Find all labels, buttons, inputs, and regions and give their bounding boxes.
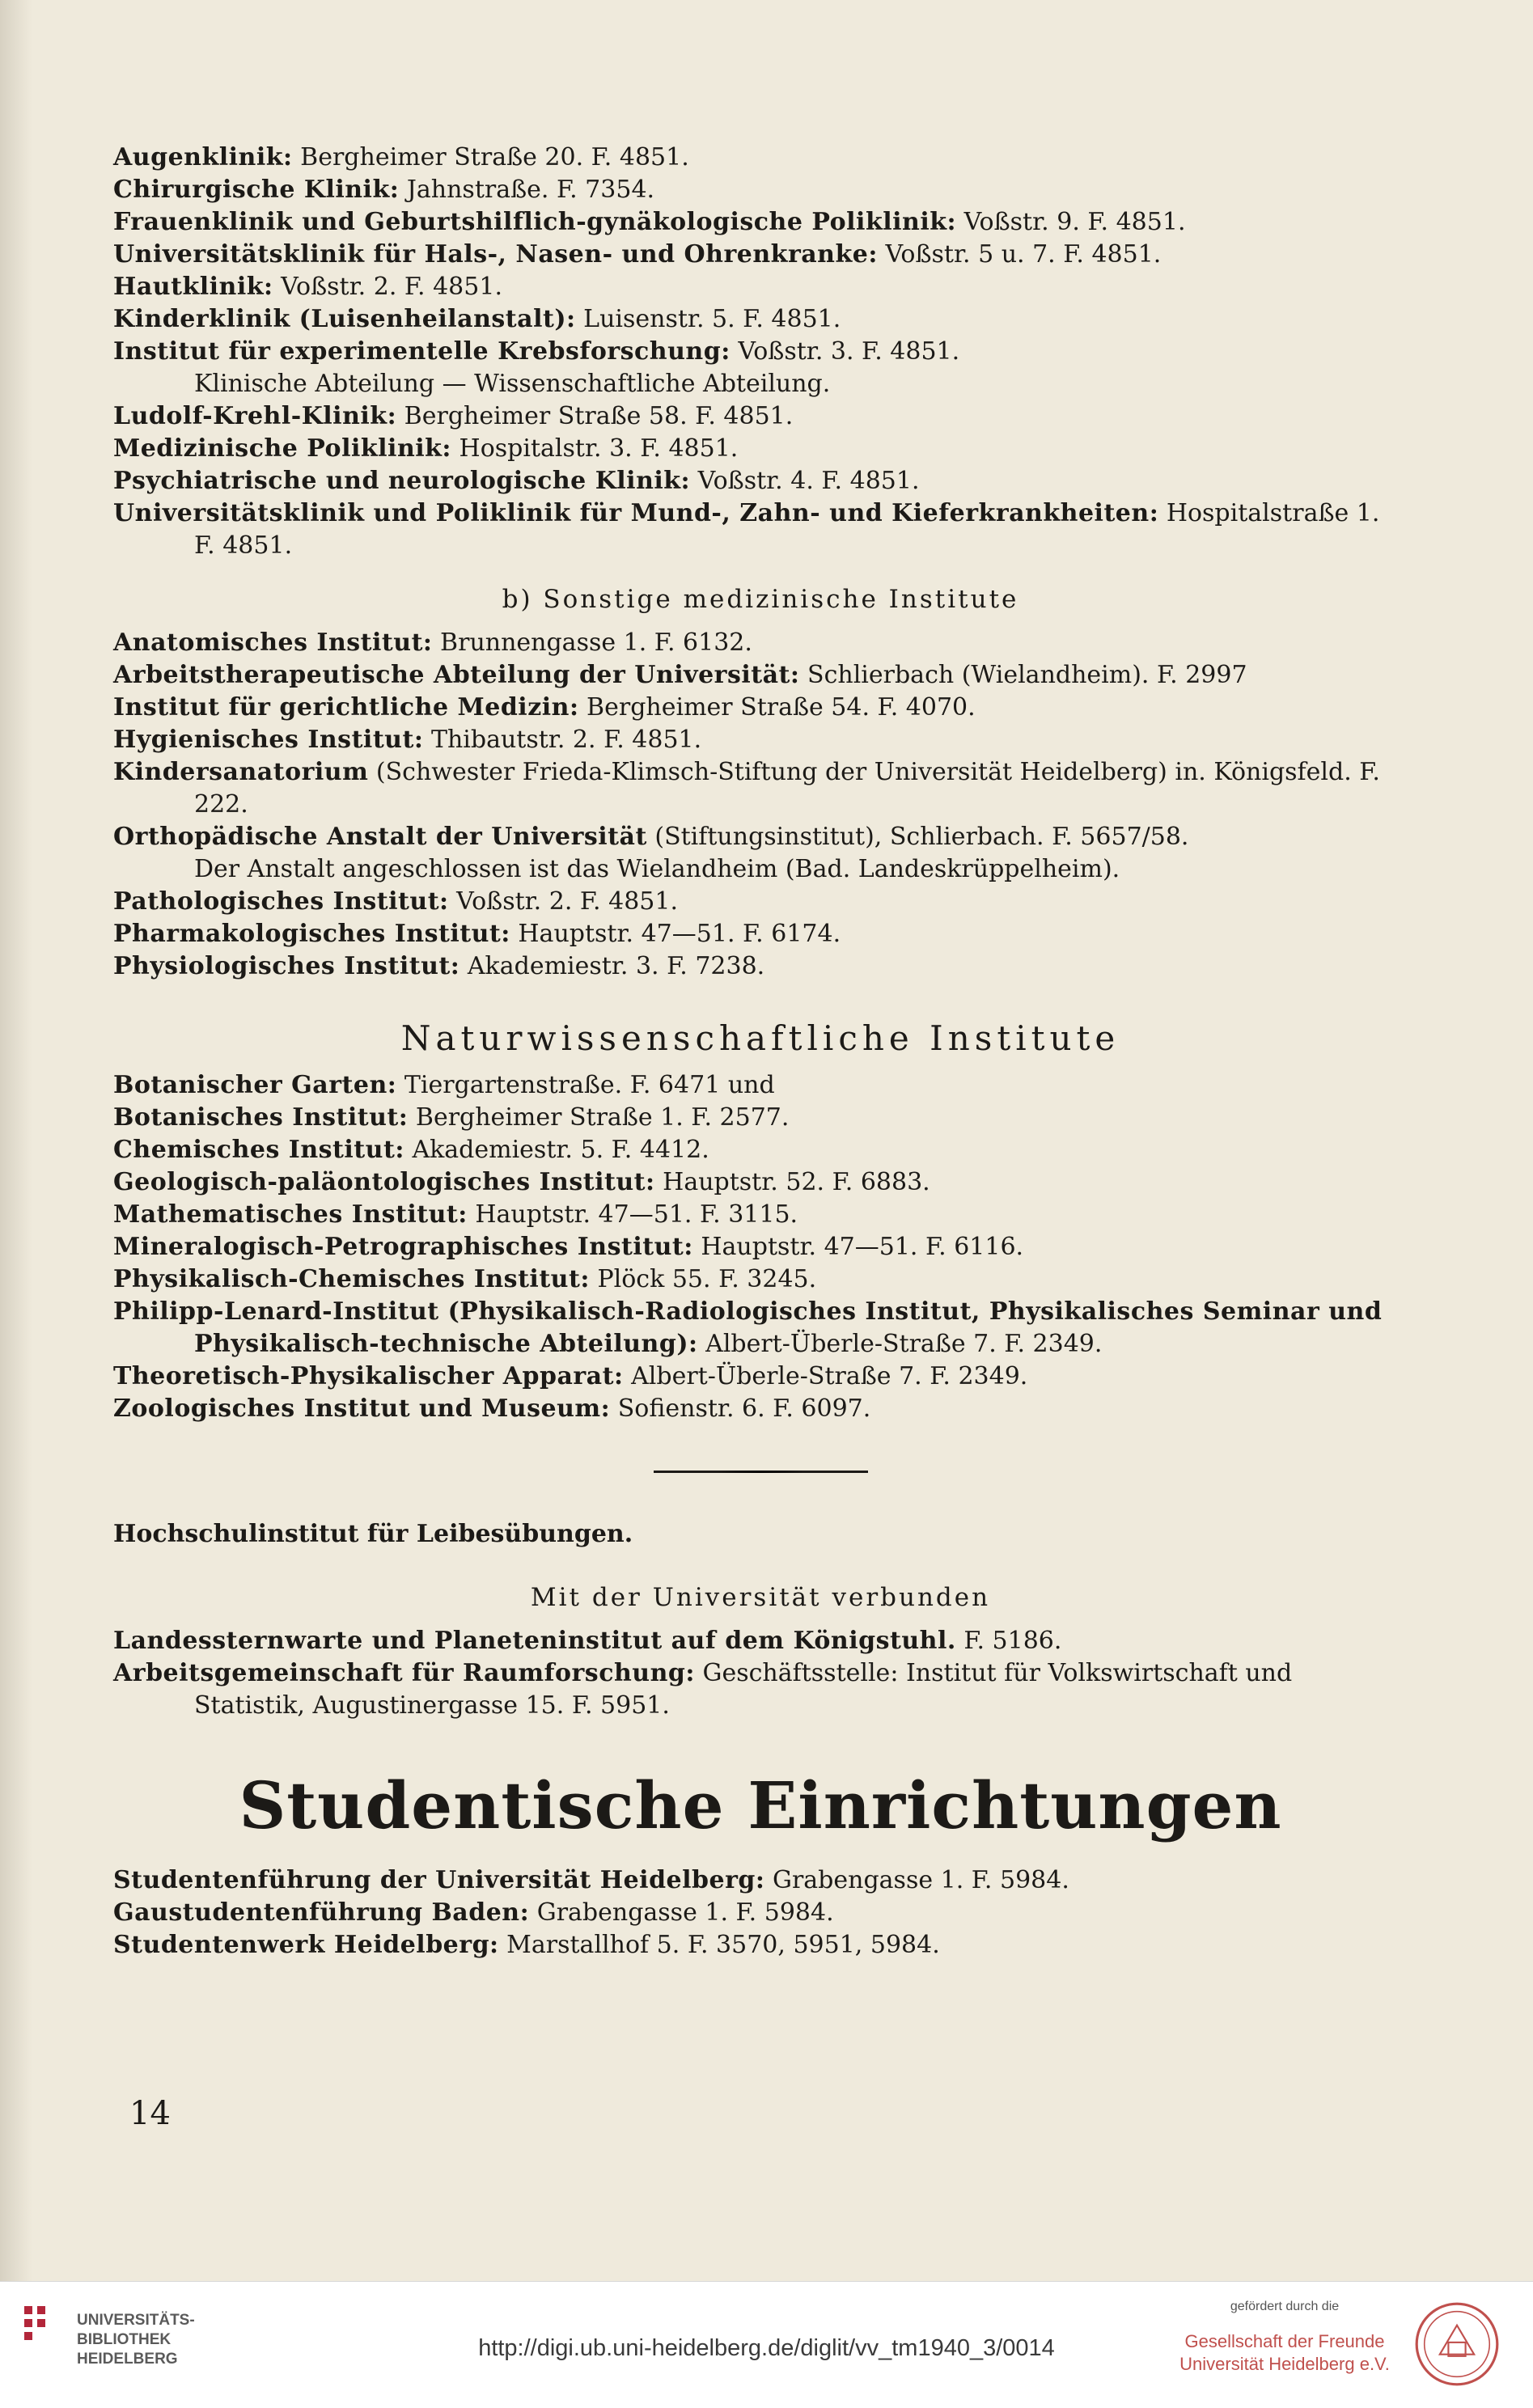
address-phone: Voßstr. 9. F. 4851. [956, 208, 1186, 236]
page-edge-shadow [0, 0, 32, 2281]
list-item [113, 627, 1408, 659]
list-item [113, 1102, 1408, 1134]
address-phone: Schlierbach (Wielandheim). F. 2997 [799, 661, 1247, 689]
university-seal-icon [1414, 2301, 1500, 2387]
library-name-line: HEIDELBERG [77, 2351, 178, 2368]
institution-name: Ludolf-Krehl-Klinik: [113, 402, 397, 430]
list-item [113, 1263, 1408, 1296]
list-item [113, 174, 1408, 206]
institution-name: Studentenführung der Universität Heidelberg: [113, 1866, 765, 1894]
address-phone: Luisenstr. 5. F. 4851. [575, 305, 841, 333]
list-item [113, 239, 1408, 271]
address-phone: Albert-Überle-Straße 7. F. 2349. [623, 1362, 1028, 1390]
sponsor-name-line1: Gesellschaft der Freunde [1184, 2331, 1385, 2351]
institution-name: Chirurgische Klinik: [113, 176, 400, 204]
institution-name: Pathologisches Institut: [113, 887, 449, 916]
address-phone: Albert-Überle-Straße 7. F. 2349. [697, 1330, 1103, 1358]
page-number: 14 [129, 2095, 171, 2132]
sub-note-clinical: Klinische Abteilung — Wissenschaftliche Abteilung. [194, 370, 831, 398]
list-item [113, 950, 1408, 983]
address-phone: Bergheimer Straße 58. F. 4851. [396, 402, 794, 430]
address-phone: Brunnengasse 1. F. 6132. [432, 628, 752, 657]
institution-name: Studentenwerk Heidelberg: [113, 1931, 499, 1959]
list-item [113, 1393, 1408, 1425]
address-phone: Grabengasse 1. F. 5984. [764, 1866, 1069, 1894]
library-name-line: BIBLIOTHEK [77, 2331, 172, 2348]
address-phone: Voßstr. 4. F. 4851. [690, 467, 920, 495]
sub-note-wielandheim: Der Anstalt angeschlossen ist das Wielandheim (Bad. Landeskrüppelheim). [194, 855, 1120, 883]
address-phone: Akademiestr. 5. F. 4412. [404, 1136, 709, 1164]
list-item [113, 1069, 1408, 1102]
list-item [113, 1166, 1408, 1199]
institution-name: Zoologisches Institut und Museum: [113, 1394, 611, 1423]
institution-name: Botanischer Garten: [113, 1071, 397, 1099]
institution-name: Kindersanatorium [113, 758, 369, 786]
address-phone: Marstallhof 5. F. 3570, 5951, 5984. [498, 1931, 940, 1959]
medical-institutes-list [113, 627, 1408, 853]
institution-name: Arbeitsgemeinschaft für Raumforschung: [113, 1659, 695, 1687]
list-item [113, 271, 1408, 303]
institution-name: Medizinische Poliklinik: [113, 434, 452, 463]
clinics-list-2 [113, 400, 1408, 562]
institution-name: Theoretisch-Physikalischer Apparat: [113, 1362, 624, 1390]
institution-name: Universitätsklinik für Hals-, Nasen- und Ohrenkranke: [113, 240, 878, 269]
institution-name: Mathematisches Institut: [113, 1200, 468, 1229]
institution-name: Orthopädische Anstalt der Universität [113, 823, 647, 851]
list-item [113, 659, 1408, 692]
address-phone: (Schwester Frieda-Klimsch-Stiftung der Universität Heidelberg) in. Königsfeld. F. 222. [194, 758, 1380, 819]
institution-name: Botanisches Institut: [113, 1103, 409, 1132]
institution-name: Chemisches Institut: [113, 1136, 404, 1164]
sports-institute: Hochschulinstitut für Leibesübungen. [113, 1520, 633, 1548]
list-item [113, 206, 1408, 239]
address-phone: Bergheimer Straße 1. F. 2577. [408, 1103, 790, 1132]
address-phone: Hauptstr. 47—51. F. 3115. [467, 1200, 798, 1229]
institution-name: Institut für gerichtliche Medizin: [113, 693, 579, 722]
address-phone: Bergheimer Straße 20. F. 4851. [292, 143, 689, 171]
address-phone: Geschäftsstelle: Institut für Volkswirtschaft und Statistik, Augustinergasse 15. F. 5951. [194, 1659, 1293, 1720]
list-item [113, 1625, 1408, 1657]
institution-name: Landessternwarte und Planeteninstitut auf dem Königstuhl. [113, 1627, 956, 1655]
medical-institutes-list-2 [113, 886, 1408, 983]
list-item [113, 1231, 1408, 1263]
institution-name: Physiologisches Institut: [113, 952, 460, 980]
divider-rule [654, 1471, 868, 1473]
list-item [113, 142, 1408, 174]
list-item [113, 1657, 1408, 1722]
list-item [113, 918, 1408, 950]
institution-name: Philipp-Lenard-Institut (Physikalisch-Radiologisches Institut, Physikalisches Seminar und Physikalisch-technische Abteilung): [113, 1297, 1383, 1358]
address-phone: Hospitalstraße 1. F. 4851. [194, 499, 1380, 560]
address-phone: Voßstr. 2. F. 4851. [448, 887, 679, 916]
institution-name: Psychiatrische und neurologische Klinik: [113, 467, 691, 495]
address-phone: Plöck 55. F. 3245. [589, 1265, 817, 1293]
natural-science-institutes-list [113, 1069, 1408, 1425]
address-phone: Hauptstr. 47—51. F. 6174. [510, 920, 841, 948]
institution-name: Mineralogisch-Petrographisches Institut: [113, 1233, 693, 1261]
sponsor-name-line2: Universität Heidelberg e.V. [1179, 2354, 1390, 2374]
affiliated-list [113, 1625, 1408, 1722]
address-phone: Grabengasse 1. F. 5984. [529, 1898, 834, 1927]
institution-name: Pharmakologisches Institut: [113, 920, 510, 948]
list-item [113, 336, 1408, 368]
address-phone: F. 5186. [955, 1627, 1062, 1655]
clinics-list [113, 142, 1408, 368]
institution-name: Institut für experimentelle Krebsforschung: [113, 337, 731, 366]
list-item [113, 724, 1408, 756]
address-phone: (Stiftungsinstitut), Schlierbach. F. 5657/58. [646, 823, 1189, 851]
institution-name: Physikalisch-Chemisches Institut: [113, 1265, 590, 1293]
list-item [113, 433, 1408, 465]
list-item [113, 821, 1408, 853]
list-item [113, 1929, 1408, 1962]
address-phone: Hospitalstr. 3. F. 4851. [451, 434, 739, 463]
section-title-student-facilities: Studentische Einrichtungen [239, 1767, 1282, 1843]
address-phone: Hauptstr. 52. F. 6883. [654, 1168, 930, 1196]
address-phone: Sofienstr. 6. F. 6097. [610, 1394, 871, 1423]
list-item [113, 886, 1408, 918]
library-name-line: UNIVERSITÄTS- [77, 2312, 195, 2329]
list-item [113, 756, 1408, 821]
address-phone: Hauptstr. 47—51. F. 6116. [692, 1233, 1024, 1261]
list-item [113, 1864, 1408, 1897]
divider [113, 1461, 1408, 1476]
list-item [113, 1361, 1408, 1393]
address-phone: Voßstr. 2. F. 4851. [273, 273, 502, 301]
list-item [113, 1199, 1408, 1231]
list-item [113, 1296, 1408, 1361]
page-content [113, 142, 1408, 1962]
subheading-affiliated: Mit der Universität verbunden [530, 1583, 991, 1612]
institution-name: Universitätsklinik und Poliklinik für Mund-, Zahn- und Kieferkrankheiten: [113, 499, 1159, 527]
subheading-other-medical: b) Sonstige medizinische Institute [502, 585, 1019, 614]
list-item [113, 692, 1408, 724]
address-phone: Voßstr. 5 u. 7. F. 4851. [877, 240, 1162, 269]
institution-name: Arbeitstherapeutische Abteilung der Universität: [113, 661, 800, 689]
student-facilities-list [113, 1864, 1408, 1962]
institution-name: Augenklinik: [113, 143, 293, 171]
institution-name: Kinderklinik (Luisenheilanstalt): [113, 305, 576, 333]
list-item [113, 497, 1408, 562]
address-phone: Voßstr. 3. F. 4851. [730, 337, 960, 366]
list-item [113, 1134, 1408, 1166]
address-phone: Tiergartenstraße. F. 6471 und [396, 1071, 775, 1099]
institution-name: Geologisch-paläontologisches Institut: [113, 1168, 655, 1196]
section-heading-natural-sciences: Naturwissenschaftliche Institute [400, 1018, 1120, 1058]
sponsor-intro: gefördert durch die [1230, 2300, 1340, 2313]
address-phone: Akademiestr. 3. F. 7238. [459, 952, 765, 980]
institution-name: Gaustudentenführung Baden: [113, 1898, 530, 1927]
list-item [113, 303, 1408, 336]
sponsor-block[interactable] [1179, 2300, 1390, 2376]
institution-name: Frauenklinik und Geburtshilflich-gynäkologische Poliklinik: [113, 208, 957, 236]
institution-name: Anatomisches Institut: [113, 628, 433, 657]
permalink-url[interactable]: http://digi.ub.uni-heidelberg.de/diglit/vv_tm1940_3/0014 [478, 2335, 1055, 2361]
address-phone: Bergheimer Straße 54. F. 4070. [578, 693, 976, 722]
address-phone: Thibautstr. 2. F. 4851. [423, 726, 702, 754]
address-phone: Jahnstraße. F. 7354. [399, 176, 655, 204]
list-item [113, 400, 1408, 433]
institution-name: Hautklinik: [113, 273, 273, 301]
digitization-footer [0, 2281, 1533, 2408]
institution-name: Hygienisches Institut: [113, 726, 424, 754]
list-item [113, 465, 1408, 497]
list-item [113, 1897, 1408, 1929]
